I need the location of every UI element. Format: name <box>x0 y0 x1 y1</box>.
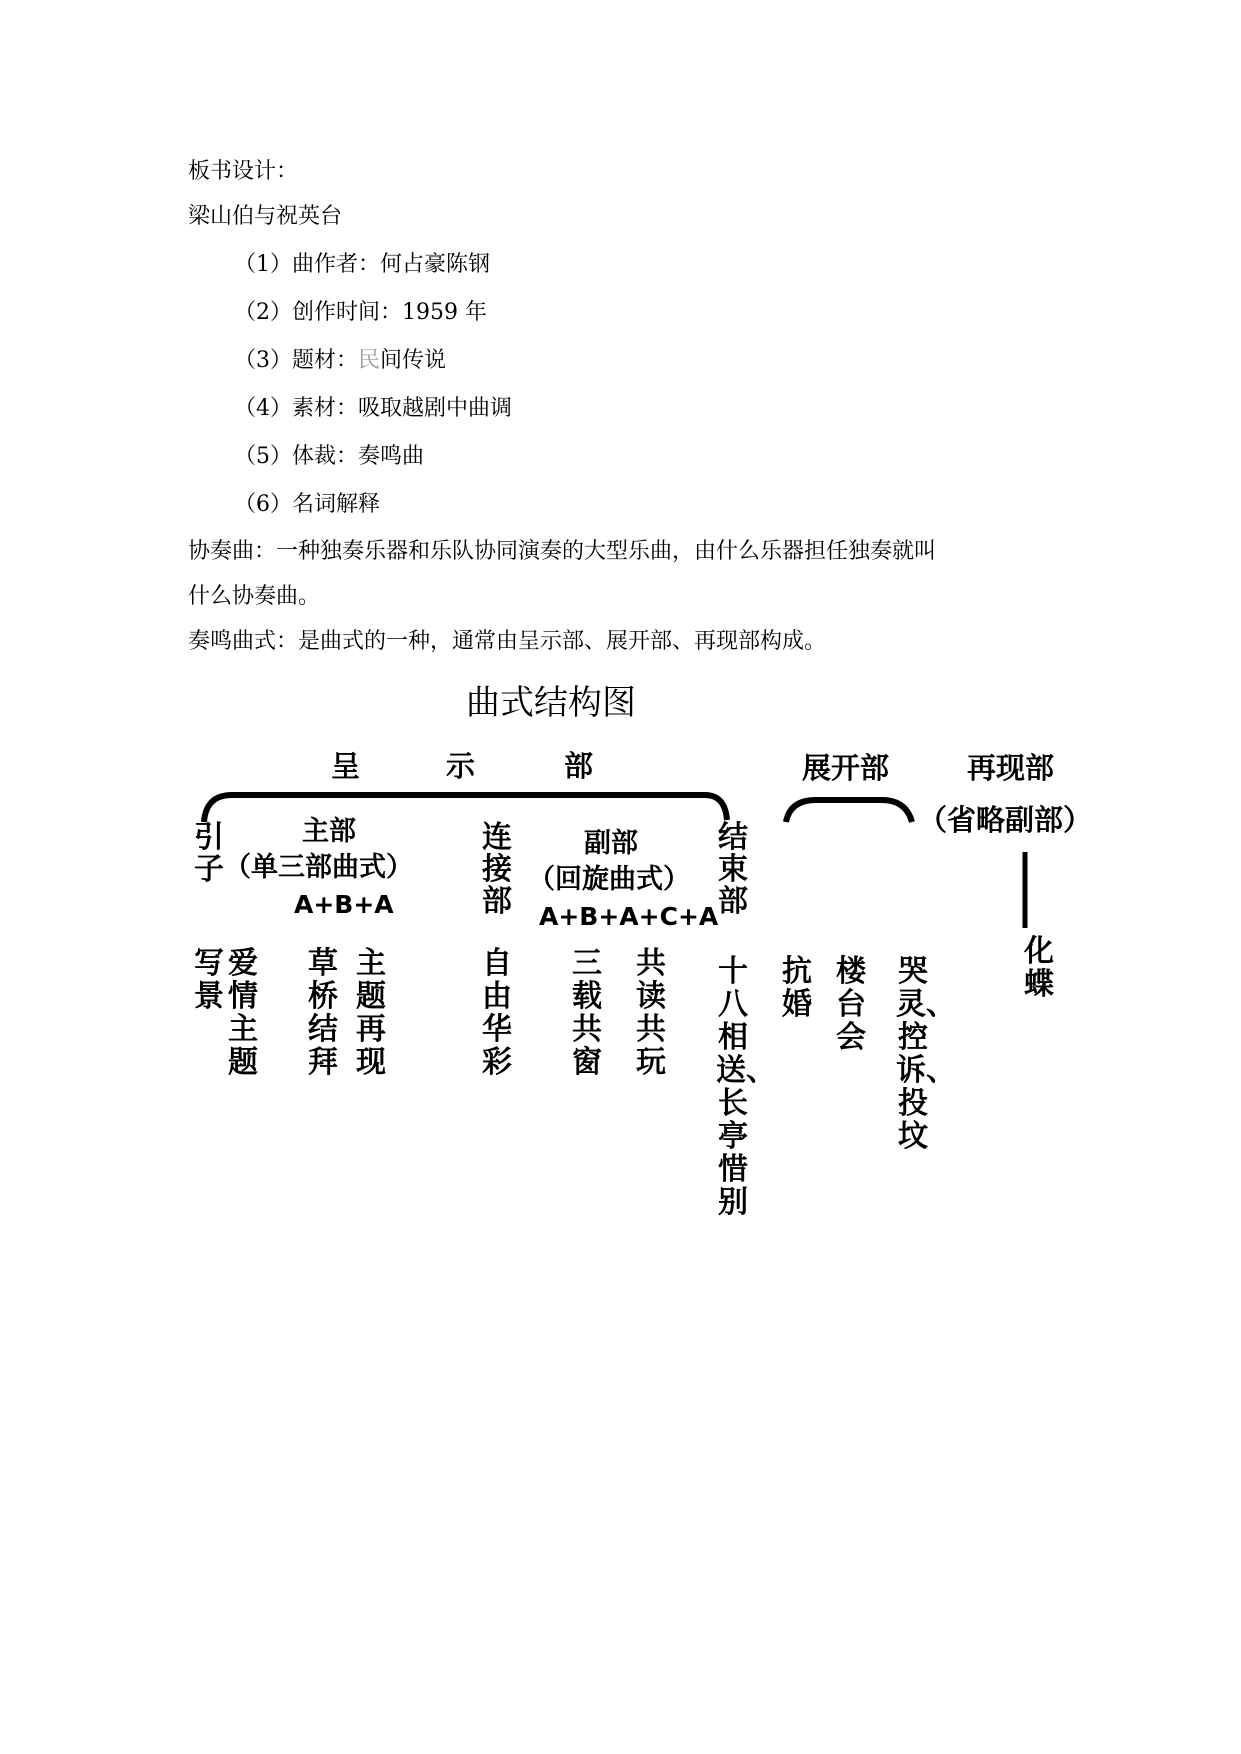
item-subject-rest: 间传说 <box>380 348 447 373</box>
development-label: 展开部 <box>802 751 890 785</box>
transition-label: 连接部 <box>482 820 512 919</box>
item-terms: （6）名词解释 <box>234 492 380 517</box>
definition-concerto-line1: 协奏曲：一种独奏乐器和乐队协同演奏的大型乐曲，由什么乐器担任独奏就叫 <box>188 539 937 564</box>
main-theme-formula: A+B+A <box>294 890 394 919</box>
item-subject-faded-char: 民 <box>358 348 381 373</box>
development-bracket <box>786 800 912 822</box>
intro-label: 引子 <box>194 820 224 887</box>
recapitulation-label: 再现部 <box>967 751 1055 785</box>
recap-note: （省略副部） <box>918 803 1093 837</box>
exposition-char-1: 呈 <box>331 749 361 783</box>
exposition-bracket <box>204 795 727 822</box>
second-theme-form: （回旋曲式） <box>528 864 690 895</box>
item-subject-prefix: （3）题材： <box>234 348 358 373</box>
main-theme-form: （单三部曲式） <box>224 852 413 883</box>
scene-study-play: 共读共玩 <box>636 946 666 1080</box>
scene-love-theme: 爱情主题 <box>228 946 258 1080</box>
scene-free-cadenza: 自由华彩 <box>482 946 512 1080</box>
item-composer: （1）曲作者：何占豪陈钢 <box>234 252 490 277</box>
scene-farewell: 十八相送、长亭惜别 <box>716 954 776 1220</box>
item-date: （2）创作时间：1959 年 <box>234 300 487 325</box>
scene-scenery: 写景 <box>194 946 224 1014</box>
scene-balcony: 楼台会 <box>836 954 866 1055</box>
definition-concerto-line2: 什么协奏曲。 <box>188 584 321 609</box>
diagram-title: 曲式结构图 <box>466 683 636 723</box>
scene-mourn: 哭灵、控诉、投坟 <box>896 954 956 1154</box>
exposition-char-3: 部 <box>564 749 594 783</box>
board-design-heading: 板书设计： <box>188 159 299 184</box>
item-material: （4）素材：吸取越剧中曲调 <box>234 396 512 421</box>
definition-sonata-form: 奏鸣曲式：是曲式的一种，通常由呈示部、展开部、再现部构成。 <box>188 629 827 654</box>
scene-butterflies: 化蝶 <box>1024 934 1054 1002</box>
second-theme-formula: A+B+A+C+A <box>539 902 719 931</box>
main-theme-label: 主部 <box>302 816 356 847</box>
scene-three-years: 三载共窗 <box>572 946 602 1080</box>
coda-label: 结束部 <box>718 820 748 919</box>
scene-resist-marriage: 抗婚 <box>782 954 812 1022</box>
song-title: 梁山伯与祝英台 <box>188 204 343 229</box>
exposition-char-2: 示 <box>446 749 476 783</box>
scene-theme-return: 主题再现 <box>356 946 386 1080</box>
second-theme-label: 副部 <box>584 828 638 859</box>
item-genre: （5）体裁：奏鸣曲 <box>234 444 424 469</box>
scene-grass-bridge: 草桥结拜 <box>308 946 338 1080</box>
